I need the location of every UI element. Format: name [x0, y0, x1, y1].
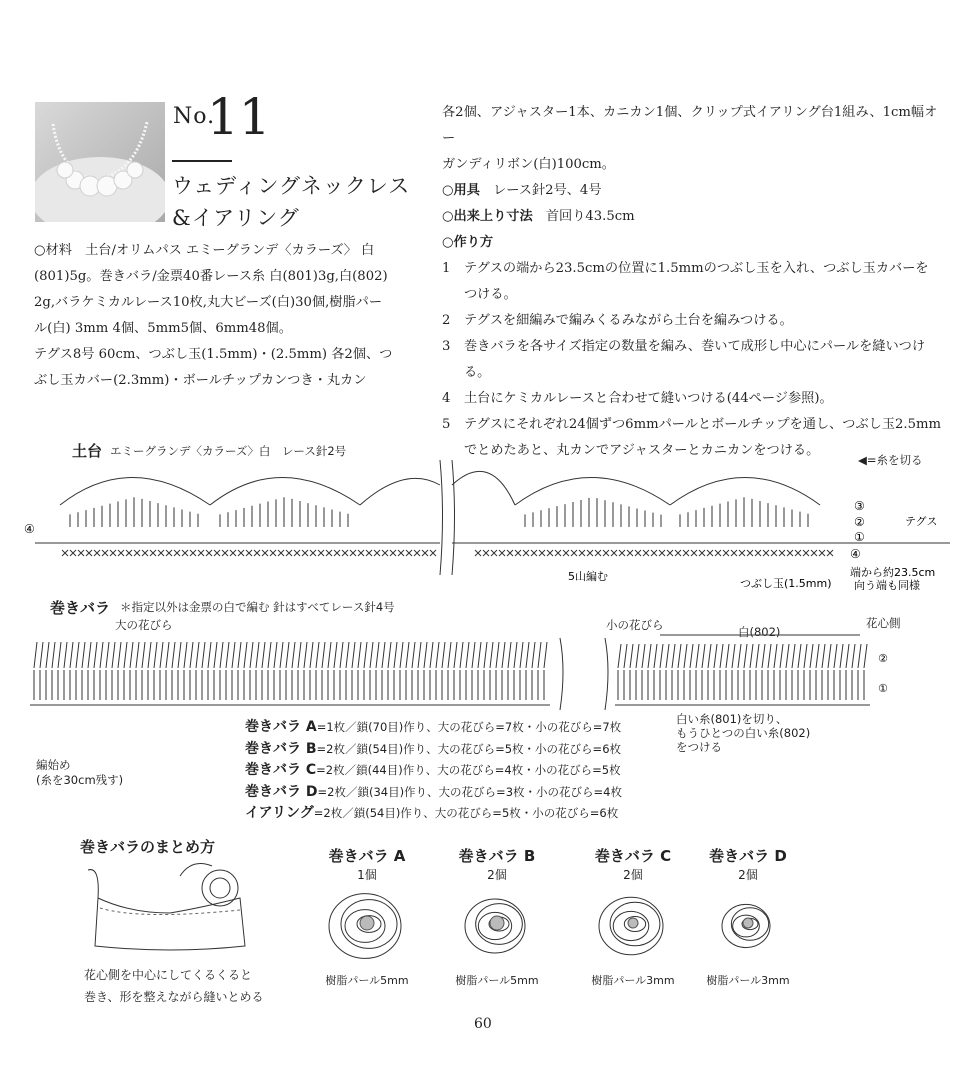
tools-value: レース針2号、4号	[493, 183, 602, 198]
steps-list	[442, 256, 942, 464]
spec-name: 巻きバラ C	[245, 762, 317, 778]
tools-label: ○用具	[442, 183, 480, 198]
spec-name: イアリング	[245, 805, 314, 821]
materials-line: ○材料 土台/オリムパス エミーグランデ〈カラーズ〉 白	[34, 243, 375, 258]
row-label: ②	[854, 515, 865, 529]
row-label: ③	[854, 499, 865, 513]
assembly-title: 巻きバラのまとめ方	[80, 838, 216, 856]
rose-name: 巻きバラ B	[458, 847, 536, 865]
big-petal-label: 大の花びら	[115, 618, 173, 632]
step-text: テグスの端から23.5cmの位置に1.5mmのつぶし玉を入れ、つぶし玉カバーを	[464, 261, 929, 276]
row-label: ①	[854, 530, 865, 544]
cut-legend: ◀=糸を切る	[858, 453, 923, 467]
rose-item	[693, 845, 803, 988]
step-text: る。	[464, 365, 491, 380]
base-chart-title: 土台	[72, 442, 103, 460]
materials-line: ぶし玉カバー(2.3mm)・ボールチップカンつき・丸カン	[34, 373, 367, 388]
step-text: 土台にケミカルレースと合わせて縫いつける(44ページ参照)。	[464, 391, 833, 406]
rose-name: 巻きバラ A	[328, 847, 406, 865]
row-label-left: ④	[24, 522, 35, 536]
step-number: 1	[442, 261, 451, 276]
base-chart-subtitle: エミーグランデ〈カラーズ〉白 レース針2号	[110, 444, 347, 458]
pearl-icon	[628, 918, 638, 928]
edge-note-2: 向う端も同様	[854, 579, 920, 590]
assembly-desc: 花心側を中心にしてくるくると 巻き、形を整えながら縫いとめる	[84, 968, 264, 1004]
spec-row	[245, 716, 622, 738]
rose-item	[442, 845, 552, 988]
rose-item	[578, 845, 688, 988]
size-label: ○出来上り寸法	[442, 209, 533, 224]
rose-count: 2個	[487, 868, 507, 882]
title-rule	[172, 160, 232, 162]
spec-row	[245, 759, 622, 781]
spec-desc: =2枚／鎖(34目)作り、大の花びら=3枚・小の花びら=4枚	[317, 784, 622, 799]
step-text: テグスにそれぞれ24個ずつ6mmパールとボールチップを通し、つぶし玉2.5mm	[464, 417, 942, 432]
spec-row	[245, 802, 622, 824]
center-side-label: 花心側	[866, 616, 901, 630]
page-title	[172, 170, 410, 234]
number-label: No.	[173, 104, 216, 129]
materials-line: テグス8号 60cm、つぶし玉(1.5mm)・(2.5mm) 各2個、つ	[34, 347, 393, 362]
step-number: 5	[442, 417, 451, 432]
tools-line	[442, 178, 942, 204]
instructions-column	[442, 100, 942, 464]
spec-name: 巻きバラ D	[245, 783, 318, 800]
materials-line: 2g,バラケミカルレース10枚,丸大ビーズ(白)30個,樹脂パー	[34, 295, 383, 310]
start-note: 編始め (糸を30cm残す)	[36, 758, 124, 787]
rose-illustration	[312, 883, 422, 968]
pearl-icon	[360, 916, 374, 930]
step-item	[442, 256, 942, 308]
step-text: 巻きバラを各サイズ指定の数量を編み、巻いて成形し中心にパールを縫いつけ	[464, 339, 926, 354]
spec-desc: =2枚／鎖(44目)作り、大の花びら=4枚・小の花びら=5枚	[316, 763, 621, 777]
rose-illustration	[578, 883, 688, 968]
spec-row	[245, 738, 622, 760]
rose-chart-title: 巻きバラ	[50, 599, 111, 617]
step-item	[442, 308, 942, 334]
rose-illustration	[442, 883, 552, 968]
size-line	[442, 204, 942, 230]
materials-continued: 各2個、アジャスター1本、カニカン1個、クリップ式イアリング台1組み、1cm幅オー	[442, 105, 938, 146]
pearl-label: 樹脂パール5mm	[325, 974, 409, 987]
materials-line: ル(白) 3mm 4個、5mm5個、6mm48個。	[34, 321, 292, 336]
step-item	[442, 386, 942, 412]
pearl-icon	[490, 916, 504, 930]
title-line-2: &イアリング	[172, 206, 300, 230]
spec-name: 巻きバラ B	[245, 740, 317, 757]
rose-chart-note: ＊指定以外は金票の白で編む 針はすべてレース針4号	[120, 600, 395, 614]
step-number: 4	[442, 391, 451, 406]
step-number: 2	[442, 313, 451, 328]
rose-item	[312, 845, 422, 988]
edge-note-1: 端から約23.5cm	[850, 566, 936, 579]
step-item	[442, 334, 942, 386]
method-label: ○作り方	[442, 235, 494, 250]
spec-row	[245, 781, 622, 803]
pearl-label: 樹脂パール3mm	[591, 974, 675, 987]
tsubushi-label: つぶし玉(1.5mm)	[740, 577, 832, 590]
size-value: 首回り43.5cm	[545, 209, 635, 224]
row-label: ④	[850, 547, 861, 561]
rose-name: 巻きバラ C	[594, 847, 672, 865]
step-number: 3	[442, 339, 451, 354]
yama-label: 5山編む	[568, 570, 608, 583]
swap-note: 白い糸(801)を切り、 もうひとつの白い糸(802) をつける	[676, 712, 811, 754]
pearl-label: 樹脂パール5mm	[455, 974, 539, 987]
necklace-photo	[35, 102, 165, 222]
number-value: 11	[207, 88, 271, 146]
step-text: つける。	[464, 287, 517, 302]
title-line-1: ウェディングネックレス	[172, 174, 411, 198]
rose-name: 巻きバラ D	[709, 847, 787, 865]
small-petal-label: 小の花びら	[606, 618, 664, 632]
materials-line: (801)5g。巻きバラ/金票40番レース糸 白(801)3g,白(802)	[34, 269, 388, 284]
spec-name: 巻きバラ A	[245, 719, 317, 735]
base-chart-diagram	[20, 455, 960, 590]
rose-count: 2個	[623, 868, 643, 882]
pearl-icon	[743, 918, 753, 928]
spec-desc: =2枚／鎖(54目)作り、大の花びら=5枚・小の花びら=6枚	[313, 806, 619, 820]
rose-illustration	[693, 883, 803, 968]
tegusu-label: テグス	[905, 515, 938, 528]
white-802-label: 白(802)	[738, 625, 781, 639]
assembly-illustration	[80, 858, 250, 968]
pearl-label: 樹脂パール3mm	[706, 974, 790, 987]
page-number: 60	[474, 1016, 492, 1032]
rose-count: 1個	[357, 868, 377, 882]
rose-row-label: ②	[878, 652, 888, 665]
spec-desc: =2枚／鎖(54目)作り、大の花びら=5枚・小の花びら=6枚	[316, 741, 622, 756]
rose-chart-diagram	[20, 630, 900, 715]
materials-continued: ガンディリボン(白)100cm。	[442, 157, 615, 172]
step-text: テグスを細編みで編みくるみながら土台を編みつける。	[464, 313, 793, 328]
materials-text	[34, 238, 404, 394]
step-text: でとめたあと、丸カンでアジャスターとカニカンをつける。	[464, 443, 820, 458]
rose-row-label: ①	[878, 682, 888, 695]
spec-desc: =1枚／鎖(70目)作り、大の花びら=7枚・小の花びら=7枚	[316, 720, 622, 734]
rose-count: 2個	[738, 868, 758, 882]
spec-list	[245, 716, 622, 824]
